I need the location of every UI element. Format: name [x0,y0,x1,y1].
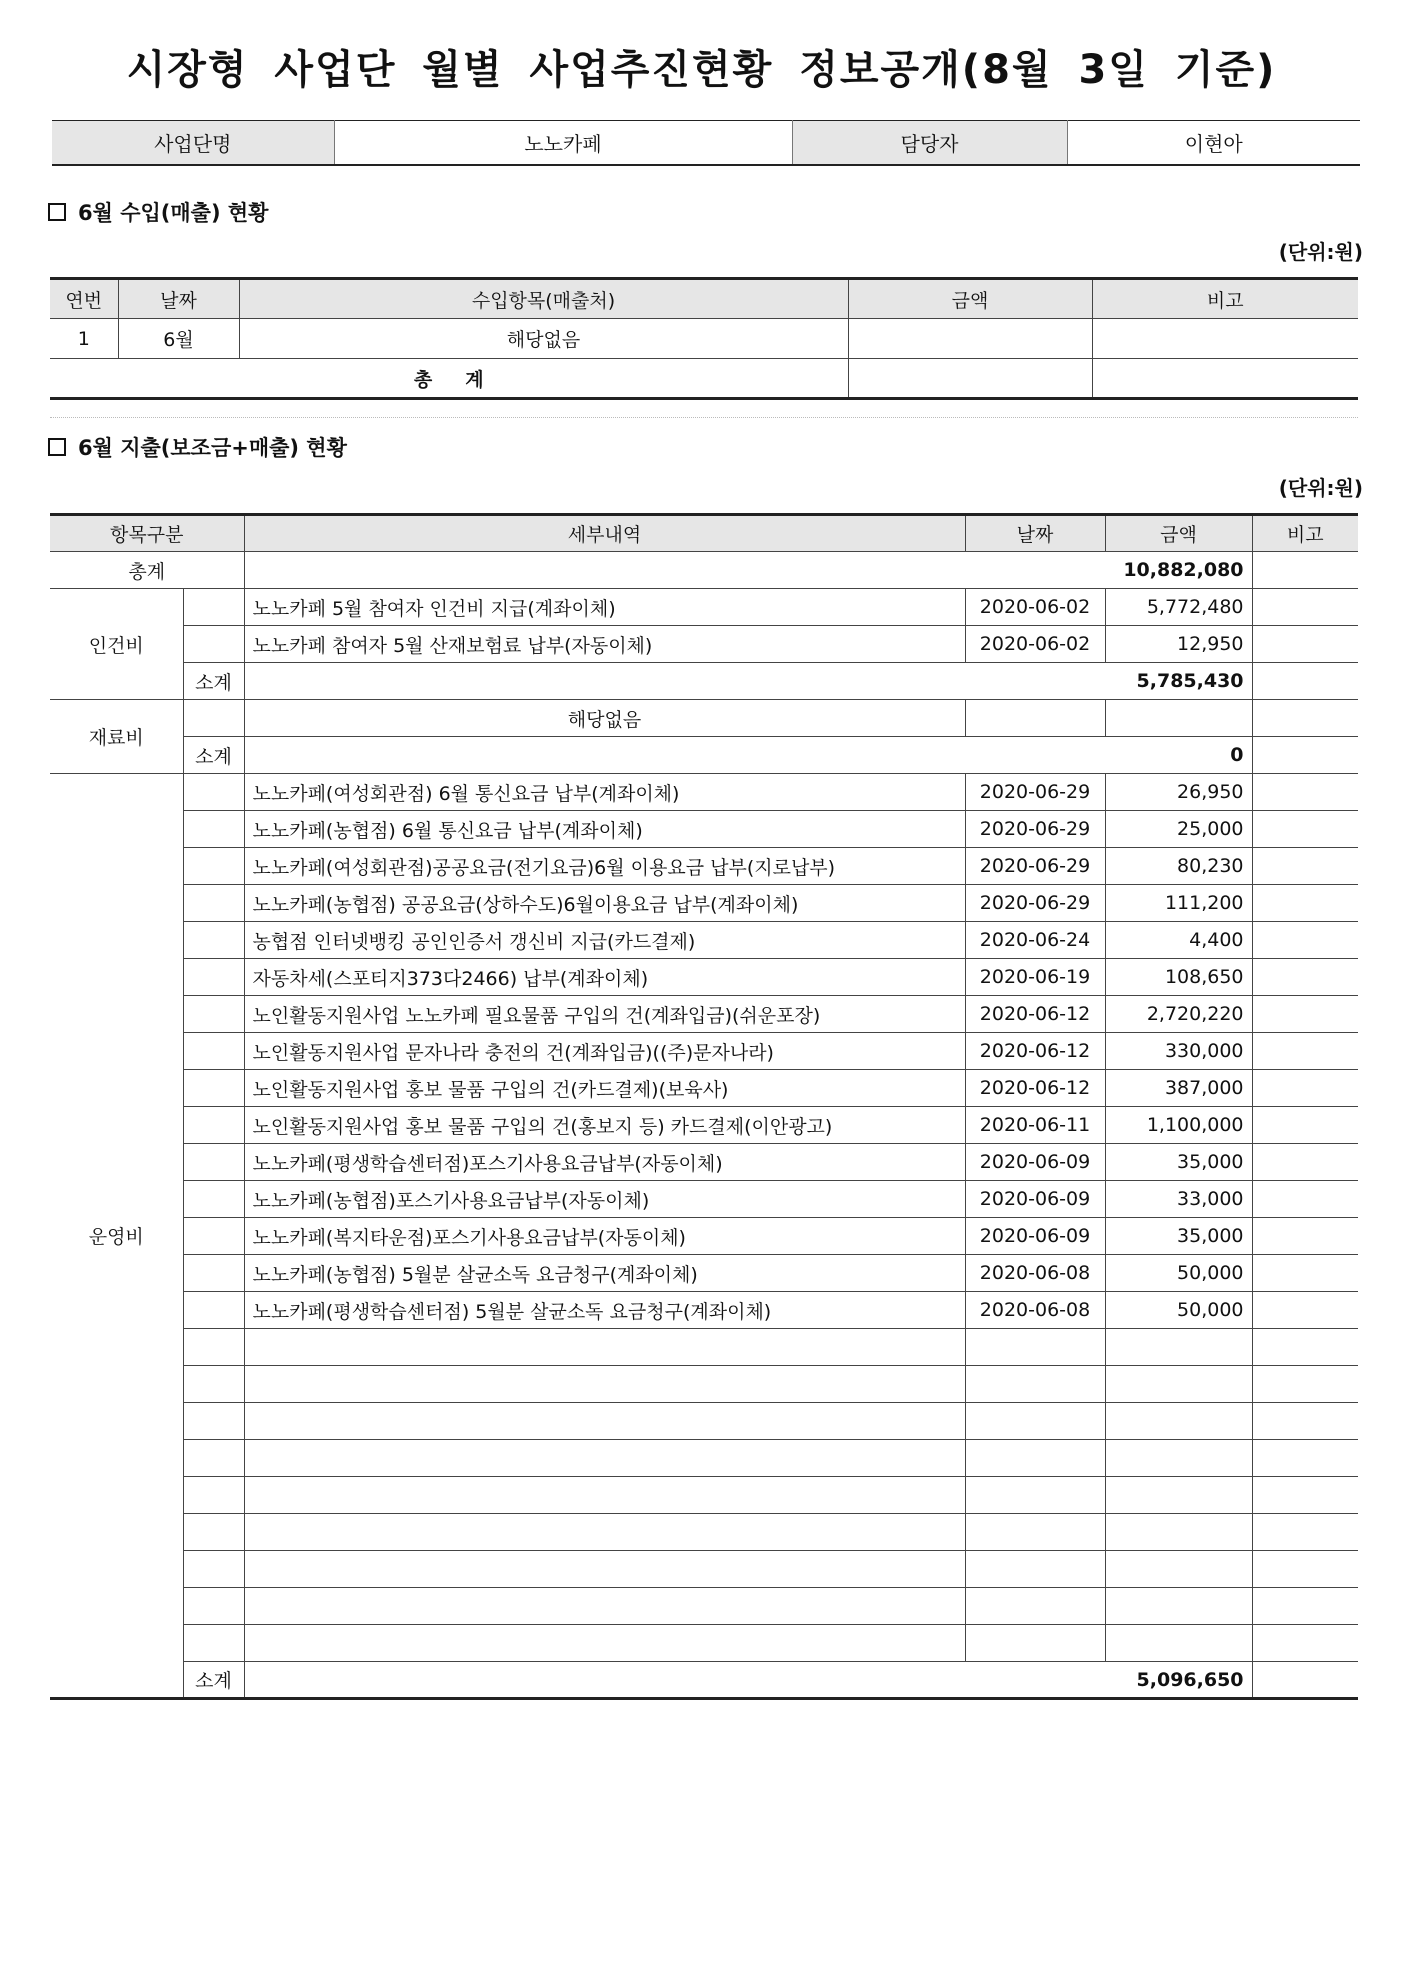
row-detail: 자동차세(스포티지373다2466) 납부(계좌이체) [244,959,965,996]
table-row [50,626,1358,663]
row-amount [1105,1625,1252,1662]
grand-total-amount: 10,882,080 [244,552,1252,589]
row-note [1252,1070,1358,1107]
spacer-cell [183,1366,244,1403]
row-detail [244,1588,965,1625]
row-amount [1105,1551,1252,1588]
spacer-cell [183,1477,244,1514]
table-row [50,1514,1358,1551]
row-note [1252,1144,1358,1181]
spacer-cell [183,1625,244,1662]
spacer-cell [183,1255,244,1292]
income-no: 1 [50,319,118,359]
row-amount: 80,230 [1105,848,1252,885]
row-detail: 노노카페(복지타운점)포스기사용요금납부(자동이체) [244,1218,965,1255]
spacer-cell [183,1181,244,1218]
manager-label: 담당자 [792,121,1067,165]
row-amount: 26,950 [1105,774,1252,811]
header-amount: 금액 [1105,515,1252,552]
row-date [965,1551,1105,1588]
spacer-cell [183,1514,244,1551]
expense-header-row [50,515,1358,552]
spacer-cell [183,1329,244,1366]
table-row [50,848,1358,885]
subtotal-note [1252,1662,1358,1699]
header-no: 연번 [50,279,118,319]
income-total-note [1092,359,1358,399]
subtotal-row [50,663,1358,700]
row-date: 2020-06-08 [965,1255,1105,1292]
header-category: 항목구분 [50,515,244,552]
row-note [1252,885,1358,922]
spacer-cell [183,996,244,1033]
row-note [1252,996,1358,1033]
spacer-cell [183,848,244,885]
table-row [50,885,1358,922]
row-date: 2020-06-12 [965,1033,1105,1070]
row-amount: 387,000 [1105,1070,1252,1107]
header-date: 날짜 [118,279,239,319]
row-note [1252,1218,1358,1255]
table-row [50,922,1358,959]
row-detail: 노인활동지원사업 홍보 물품 구입의 건(홍보지 등) 카드결제(이안광고) [244,1107,965,1144]
header-note: 비고 [1252,515,1358,552]
subtotal-row [50,1662,1358,1699]
row-detail: 노노카페 5월 참여자 인건비 지급(계좌이체) [244,589,965,626]
table-row [50,1255,1358,1292]
row-note [1252,1366,1358,1403]
table-row [50,700,1358,737]
grand-total-row [50,552,1358,589]
grand-total-label: 총계 [50,552,244,589]
row-date [965,1625,1105,1662]
row-amount [1105,1403,1252,1440]
row-date: 2020-06-08 [965,1292,1105,1329]
row-date: 2020-06-11 [965,1107,1105,1144]
row-date [965,1477,1105,1514]
row-date: 2020-06-09 [965,1144,1105,1181]
spacer-cell [183,1144,244,1181]
row-amount: 50,000 [1105,1255,1252,1292]
row-detail [244,1514,965,1551]
table-row [50,1477,1358,1514]
income-section-heading [48,197,268,227]
expense-unit: (단위:원) [1278,476,1363,500]
row-amount: 108,650 [1105,959,1252,996]
row-detail: 노노카페(평생학습센터점)포스기사용요금납부(자동이체) [244,1144,965,1181]
row-detail: 노노카페(여성회관점) 6월 통신요금 납부(계좌이체) [244,774,965,811]
header-amount: 금액 [848,279,1092,319]
table-row [50,589,1358,626]
row-note [1252,700,1358,737]
income-total-row [50,359,1358,399]
table-row [50,1292,1358,1329]
row-detail [244,1440,965,1477]
row-amount [1105,1440,1252,1477]
row-note [1252,1403,1358,1440]
subtotal-label: 소계 [183,1662,244,1699]
spacer-cell [183,885,244,922]
income-heading-text: 6월 수입(매출) 현황 [78,201,269,225]
row-date: 2020-06-12 [965,996,1105,1033]
row-note [1252,1033,1358,1070]
row-amount: 1,100,000 [1105,1107,1252,1144]
row-note [1252,1329,1358,1366]
checkbox-square-icon [48,438,66,456]
income-amount [848,319,1092,359]
row-amount [1105,700,1252,737]
row-detail: 노인활동지원사업 노노카페 필요물품 구입의 건(계좌입금)(쉬운포장) [244,996,965,1033]
table-row [50,1625,1358,1662]
row-date [965,1588,1105,1625]
spacer-cell [183,1070,244,1107]
row-date: 2020-06-29 [965,811,1105,848]
row-date: 2020-06-09 [965,1181,1105,1218]
subtotal-amount: 0 [244,737,1252,774]
row-note [1252,1477,1358,1514]
row-amount: 50,000 [1105,1292,1252,1329]
table-row [50,996,1358,1033]
row-date: 2020-06-02 [965,626,1105,663]
grand-total-note [1252,552,1358,589]
row-detail: 노노카페(농협점) 6월 통신요금 납부(계좌이체) [244,811,965,848]
row-note [1252,1292,1358,1329]
income-table [50,277,1358,400]
table-row [50,319,1358,359]
business-name-label: 사업단명 [52,121,334,165]
row-note [1252,848,1358,885]
header-detail: 세부내역 [244,515,965,552]
page-title: 시장형 사업단 월별 사업추진현황 정보공개(8월 3일 기준) [126,47,1277,93]
subtotal-amount: 5,785,430 [244,663,1252,700]
table-row [50,1033,1358,1070]
subtotal-amount: 5,096,650 [244,1662,1252,1699]
spacer-cell [183,1440,244,1477]
row-amount [1105,1329,1252,1366]
spacer-cell [183,1107,244,1144]
table-row [50,1366,1358,1403]
spacer-cell [183,626,244,663]
spacer-cell [183,700,244,737]
expense-heading-text: 6월 지출(보조금+매출) 현황 [78,436,347,460]
row-note [1252,959,1358,996]
expense-section-heading [48,432,347,462]
expense-table [50,513,1358,1700]
table-row [50,1440,1358,1477]
row-amount: 35,000 [1105,1144,1252,1181]
row-detail [244,1551,965,1588]
income-total-amount [848,359,1092,399]
row-amount: 111,200 [1105,885,1252,922]
table-row [50,1588,1358,1625]
row-note [1252,1181,1358,1218]
table-row [50,1329,1358,1366]
row-note [1252,922,1358,959]
row-note [1252,1514,1358,1551]
row-detail: 노인활동지원사업 홍보 물품 구입의 건(카드결제)(보육사) [244,1070,965,1107]
row-amount: 4,400 [1105,922,1252,959]
row-date: 2020-06-29 [965,885,1105,922]
spacer-cell [183,1551,244,1588]
row-date [965,1366,1105,1403]
category-operations: 운영비 [50,774,183,1699]
row-note [1252,1625,1358,1662]
table-row [50,1218,1358,1255]
row-date: 2020-06-29 [965,774,1105,811]
row-date [965,700,1105,737]
row-amount: 33,000 [1105,1181,1252,1218]
spacer-cell [183,1292,244,1329]
income-total-label: 총 계 [413,368,484,391]
row-amount: 330,000 [1105,1033,1252,1070]
row-amount: 25,000 [1105,811,1252,848]
row-note [1252,589,1358,626]
category-labor: 인건비 [50,589,183,700]
table-row [50,1403,1358,1440]
spacer-cell [183,959,244,996]
row-date: 2020-06-29 [965,848,1105,885]
income-header-row [50,279,1358,319]
income-note [1092,319,1358,359]
row-amount [1105,1366,1252,1403]
row-amount [1105,1477,1252,1514]
row-detail: 노인활동지원사업 문자나라 충전의 건(계좌입금)((주)문자나라) [244,1033,965,1070]
row-note [1252,1440,1358,1477]
row-note [1252,1255,1358,1292]
row-detail [244,1366,965,1403]
header-date: 날짜 [965,515,1105,552]
row-note [1252,1551,1358,1588]
income-unit: (단위:원) [1278,240,1363,264]
row-detail [244,1625,965,1662]
business-name-value: 노노카페 [334,121,792,165]
table-row [50,811,1358,848]
header-note: 비고 [1092,279,1358,319]
row-amount [1105,1588,1252,1625]
business-info-table [52,120,1360,166]
table-row [50,1070,1358,1107]
row-date [965,1403,1105,1440]
spacer-cell [183,774,244,811]
subtotal-label: 소계 [183,737,244,774]
subtotal-label: 소계 [183,663,244,700]
row-detail [244,1403,965,1440]
spacer-cell [183,922,244,959]
row-note [1252,811,1358,848]
row-amount: 12,950 [1105,626,1252,663]
spacer-cell [183,1403,244,1440]
table-row [50,1551,1358,1588]
row-detail: 노노카페(농협점)포스기사용요금납부(자동이체) [244,1181,965,1218]
row-date: 2020-06-09 [965,1218,1105,1255]
row-detail: 해당없음 [244,700,965,737]
income-item: 해당없음 [239,319,848,359]
row-date [965,1329,1105,1366]
manager-value: 이현아 [1067,121,1360,165]
spacer-cell [183,589,244,626]
table-row [50,1107,1358,1144]
row-detail [244,1477,965,1514]
row-date: 2020-06-24 [965,922,1105,959]
table-row [50,774,1358,811]
category-materials: 재료비 [50,700,183,774]
subtotal-note [1252,663,1358,700]
row-detail: 노노카페(농협점) 공공요금(상하수도)6월이용요금 납부(계좌이체) [244,885,965,922]
row-date: 2020-06-19 [965,959,1105,996]
table-row [50,1144,1358,1181]
spacer-cell [183,1033,244,1070]
row-note [1252,1588,1358,1625]
spacer-cell [183,1588,244,1625]
row-detail: 노노카페(여성회관점)공공요금(전기요금)6월 이용요금 납부(지로납부) [244,848,965,885]
table-row [50,1181,1358,1218]
spacer-cell [183,811,244,848]
row-amount: 35,000 [1105,1218,1252,1255]
header-item: 수입항목(매출처) [239,279,848,319]
row-date [965,1514,1105,1551]
row-detail: 농협점 인터넷뱅킹 공인인증서 갱신비 지급(카드결제) [244,922,965,959]
row-detail: 노노카페 참여자 5월 산재보험료 납부(자동이체) [244,626,965,663]
row-note [1252,774,1358,811]
row-amount: 5,772,480 [1105,589,1252,626]
row-amount: 2,720,220 [1105,996,1252,1033]
checkbox-square-icon [48,203,66,221]
section-divider [50,417,1358,418]
row-note [1252,626,1358,663]
row-date: 2020-06-12 [965,1070,1105,1107]
spacer-cell [183,1218,244,1255]
row-detail [244,1329,965,1366]
row-amount [1105,1514,1252,1551]
income-date: 6월 [118,319,239,359]
row-detail: 노노카페(평생학습센터점) 5월분 살균소독 요금청구(계좌이체) [244,1292,965,1329]
subtotal-row [50,737,1358,774]
table-row [50,959,1358,996]
row-date: 2020-06-02 [965,589,1105,626]
row-detail: 노노카페(농협점) 5월분 살균소독 요금청구(계좌이체) [244,1255,965,1292]
subtotal-note [1252,737,1358,774]
row-note [1252,1107,1358,1144]
row-date [965,1440,1105,1477]
